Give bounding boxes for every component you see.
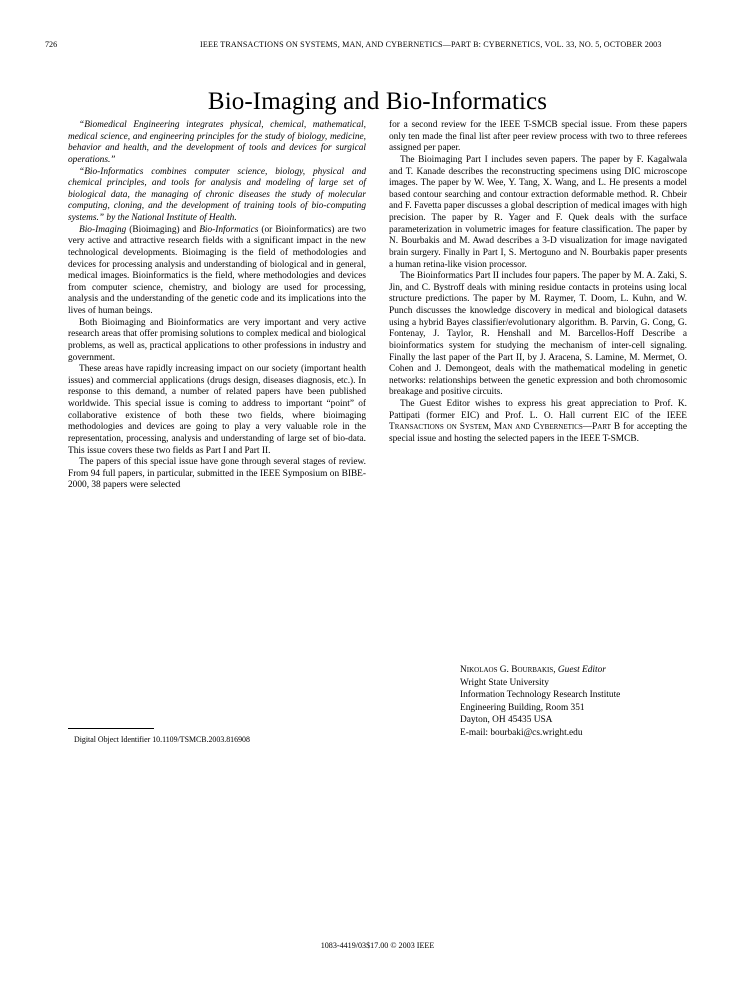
signature-building: Engineering Building, Room 351 <box>460 702 585 713</box>
body-paragraph-3: These areas have rapidly increasing impact on our society (important health issues) and commercial applications (drugs design, diseases diagnosis, etc.). In response to this demand, a number of related papers have been published worldwide. This special issue is coming to address to important “point” of collaborative existence of both these two fields, where bioimaging methodologies and devices are going to play a very valuable role in the representation, processing, analysis and understanding of large set of bio-data. This issue covers these two fields as Part I and Part II. <box>68 364 366 456</box>
acknowledgment-text-b: for accepting the special issue and hosting the selected papers in the IEEE T-SMCB. <box>389 422 687 444</box>
footnote-block <box>68 728 366 745</box>
acknowledgment-text-a: The Guest Editor wishes to express his great appreciation to Prof. K. Pattipati (former EIC) and Prof. L. O. Hall current EIC of the IEEE <box>389 399 687 421</box>
left-column <box>68 120 366 492</box>
page-footer: 1083-4419/03$17.00 © 2003 IEEE <box>320 941 435 950</box>
epigraph-quote-2: “Bio-Informatics combines computer science, biology, physical and chemical principles, and tools for analysis and modeling of large set of biological data, the managing of chronic diseases the study of molecular computing, cloning, and the development of training tools of bio-computing systems.” by the National Institute of Health. <box>68 166 366 223</box>
editor-role: , Guest Editor <box>553 665 606 675</box>
signature-name-line <box>460 664 690 677</box>
footnote-rule <box>68 728 154 729</box>
journal-title-line: IEEE TRANSACTIONS ON SYSTEMS, MAN, AND CYBERNETICS—PART B: CYBERNETICS, VOL. 33, NO. 5, OCTOBER 2003 <box>200 40 662 49</box>
body-paragraph-7: The Bioinformatics Part II includes four papers. The paper by M. A. Zaki, S. Jin, and C. Bystroff deals with mining residue contacts in proteins using local structure predictions. The paper by M. Raymer, T. Doom, L. Kuhn, and W. Punch discusses the knowledge discovery in medical and biological datasets using a hybrid Bayes classifier/evolutionary algorithm. B. Parvin, G. Cong, G. Fontenay, J. Taylor, R. Henshall and M. Barcellos-Hoff Describe a bioinformatics system for studying the mechanism of inter-cell signaling. Finally the last paper of the Part II, by J. Aracena, S. Lamine, M. Mermet, O. Cohen and J. Demongeot, deals with the mathematical modeling in genetic networks: relationships between the genetic expression and both chromosomic breakage and positive circuits. <box>389 271 687 398</box>
signature-institute: Information Technology Research Institute <box>460 690 621 701</box>
body-paragraph-1-rest: (or Bioinformatics) are two very active and attractive research fields with a significant impact in the new technological developments. Bioimaging is the field of methodologies and devices for processing analysis and understanding of biological and in general, medical images. Bioinformatics is the field, where methodologies and devices from computer science, chemistry, and biology are used for processing, analysis and the understanding of the genetic code and its implications into the lives of human beings. <box>68 224 366 316</box>
body-paragraph-8 <box>389 399 687 446</box>
term-bio-imaging: Bio-Imaging <box>79 224 127 235</box>
page-number: 726 <box>45 40 58 49</box>
body-paragraph-2: Both Bioimaging and Bioinformatics are very important and very active research areas that offer promising solutions to complex medical and biological problems, as well as, practical applications to other professions in industry and government. <box>68 317 366 363</box>
body-paragraph-4: The papers of this special issue have gone through several stages of review. From 94 full papers, in particular, submitted in the IEEE Symposium on BIBE-2000, 38 papers were selected <box>68 457 366 491</box>
term-bio-informatics: Bio-Informatics <box>199 224 259 235</box>
right-column <box>389 120 687 446</box>
body-paragraph-1-mid: (Bioimaging) and <box>126 224 200 235</box>
guest-editor-signature <box>460 664 690 740</box>
signature-city: Dayton, OH 45435 USA <box>460 715 553 726</box>
journal-name-smallcaps: Transactions on System, Man and Cybernetics—Part B <box>389 422 621 433</box>
body-paragraph-6: The Bioimaging Part I includes seven papers. The paper by F. Kagalwala and T. Kanade describes the reconstructing specimens using DIC microscope images. The paper by W. Wee, Y. Tang, X. Wang, and L. He presents a model based contour searching and contour extraction deformable method. R. Chbeir and F. Favetta paper discusses a global description of medical images with high precision. The paper by R. Yager and F. Quek deals with the surface parameterization in volumetric images for feature classification. The paper by N. Bourbakis and M. Awad describes a 3-D visualization for image navigated brain surgery. Finally in Part I, S. Mertoguno and N. Bourbakis paper presents a human retina-like vision processor. <box>389 154 687 270</box>
doi-footnote: Digital Object Identifier 10.1109/TSMCB.2003.816908 <box>74 735 250 744</box>
editor-name: Nikolaos G. Bourbakis <box>460 665 554 675</box>
body-paragraph-1 <box>68 225 366 318</box>
body-paragraph-5: for a second review for the IEEE T-SMCB special issue. From these papers only ten made the final list after peer review process with two to three referees assigned per paper. <box>389 120 687 154</box>
epigraph-quote-1: “Biomedical Engineering integrates physical, chemical, mathematical, medical science, and engineering principles for the study of biology, medicine, behavior and health, and the development of tools and devices for surgical operations.” <box>68 120 366 165</box>
signature-email: E-mail: bourbaki@cs.wright.edu <box>460 727 583 738</box>
page-title: Bio-Imaging and Bio-Informatics <box>207 87 548 115</box>
running-head <box>45 38 710 52</box>
signature-affiliation: Wright State University <box>460 677 549 688</box>
